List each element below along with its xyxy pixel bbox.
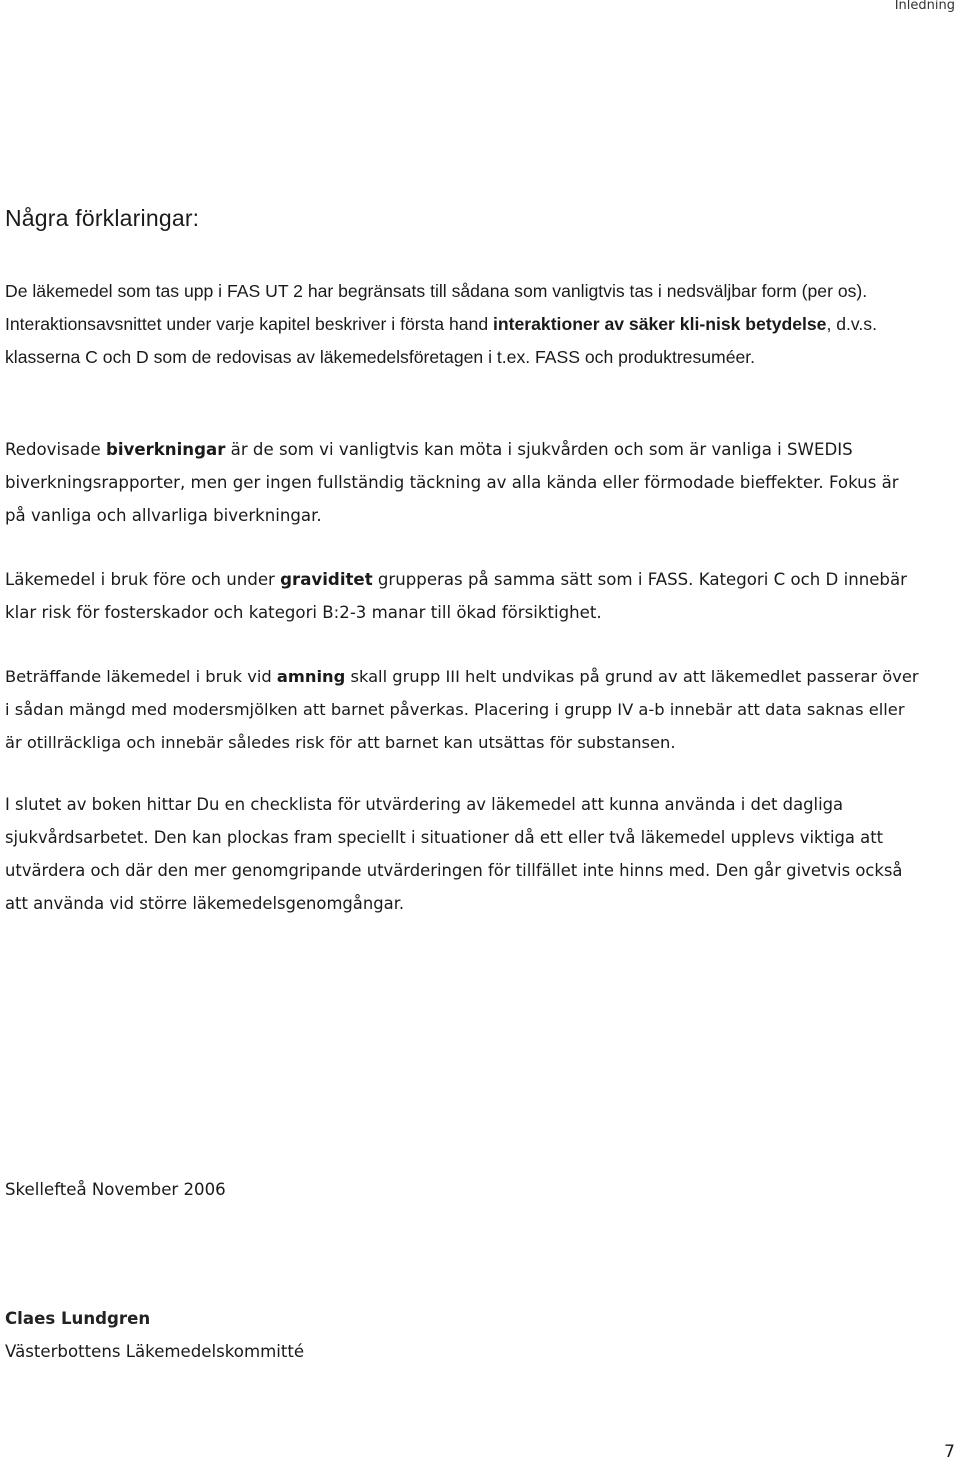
signature-organization: Västerbottens Läkemedelskommitté [5, 1342, 305, 1361]
signature-name: Claes Lundgren [5, 1309, 151, 1328]
paragraph-side-effects-text-a: Redovisade [5, 440, 106, 459]
paragraph-pregnancy-text-b: grupperas på samma sätt som i FASS. Kategori C och D innebär klar risk för fosterskador och kategori B:2-3 manar till ökad försiktighet. [5, 570, 907, 622]
running-header: Inledning [894, 0, 955, 13]
paragraph-interactions-text-b: , d.v.s. klasserna C och D som de redovisas av läkemedelsföretagen i t.ex. FASS och produktresuméer. [5, 314, 877, 367]
paragraph-pregnancy [5, 563, 921, 629]
paragraph-breastfeeding [5, 660, 921, 759]
signature-place-date: Skellefteå November 2006 [5, 1180, 226, 1199]
paragraph-interactions-emphasis: interaktioner av säker kli-nisk betydelse [493, 314, 827, 334]
paragraph-side-effects-emphasis: biverkningar [105, 440, 226, 459]
paragraph-breastfeeding-text-a: Beträffande läkemedel i bruk vid [5, 667, 277, 686]
paragraph-interactions-text-a: De läkemedel som tas upp i FAS UT 2 har begränsats till sådana som vanligtvis tas i nedsväljbar form (per os). Interaktionsavsnittet under varje kapitel beskriver i första hand [5, 281, 868, 334]
page-heading: Några förklaringar: [5, 205, 200, 231]
paragraph-side-effects [5, 433, 921, 532]
paragraph-pregnancy-text-a: Läkemedel i bruk före och under [5, 570, 281, 589]
page-number: 7 [944, 1442, 955, 1462]
paragraph-pregnancy-emphasis: graviditet [280, 570, 373, 589]
paragraph-checklist: I slutet av boken hittar Du en checklista för utvärdering av läkemedel att kunna använda i det dagliga sjukvårdsarbetet. Den kan plockas fram speciellt i situationer då ett eller två läkemedel upplevs viktiga att utvärdera och där den mer genomgripande utvärderingen för tillfället inte hinns med. Den går givetvis också att använda vid större läkemedelsgenomgångar. [5, 795, 903, 913]
paragraph-interactions [5, 275, 921, 374]
paragraph-side-effects-text-b: är de som vi vanligtvis kan möta i sjukvården och som är vanliga i SWEDIS biverkningsrapporter, men ger ingen fullständig täckning av alla kända eller förmodade bieffekter. Fokus är på vanliga och allvarliga biverkningar. [5, 440, 899, 525]
paragraph-breastfeeding-emphasis: amning [276, 667, 346, 686]
paragraph-breastfeeding-text-b: skall grupp III helt undvikas på grund av att läkemedlet passerar över i sådan mängd med modersmjölken att barnet påverkas. Placering i grupp IV a-b innebär att data saknas eller är otillräckliga och innebär således risk för att barnet kan utsättas för substansen. [5, 667, 919, 752]
